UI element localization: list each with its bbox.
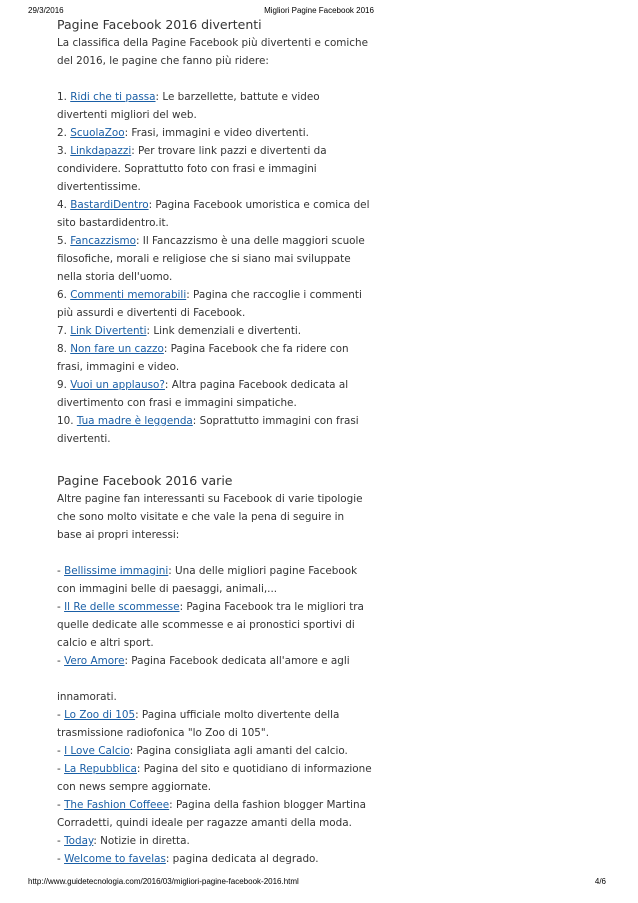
list-item-description: : Pagina Facebook tra le migliori tra quelle dedicate alle scommesse e ai pronostici sportivi di calcio e altri sport.	[57, 601, 364, 649]
list-item-description: : Link demenziali e divertenti.	[146, 325, 302, 337]
list-item-description: : Pagina che raccoglie i commenti più assurdi e divertenti di Facebook.	[57, 289, 362, 319]
facebook-page-link[interactable]: Today	[64, 835, 94, 847]
section-title-various: Pagine Facebook 2016 varie	[57, 473, 233, 488]
list-item-description: : Pagina della fashion blogger Martina Corradetti, quindi ideale per ragazze amanti della moda.	[57, 799, 366, 829]
list-item-prefix: 9.	[57, 379, 71, 391]
facebook-page-link[interactable]: Vuoi un applauso?	[70, 379, 165, 391]
list-item-prefix: -	[57, 835, 65, 847]
section-intro-funny: La classifica della Pagine Facebook più divertenti e comiche del 2016, le pagine che fanno più ridere:	[57, 37, 369, 67]
list-item	[57, 760, 372, 796]
facebook-page-link[interactable]: Commenti memorabili	[70, 289, 187, 301]
list-item	[57, 88, 372, 124]
list-item	[57, 124, 372, 142]
list-item-description: : Pagina ufficiale molto divertente della trasmissione radiofonica "lo Zoo di 105".	[57, 709, 340, 739]
section-title-funny: Pagine Facebook 2016 divertenti	[57, 17, 262, 32]
facebook-page-link[interactable]: Link Divertenti	[70, 325, 147, 337]
section-intro-various: Altre pagine fan interessanti su Facebook di varie tipologie che sono molto visitate e che vale la pena di seguire in base ai propri interessi:	[57, 493, 363, 541]
list-item-prefix: -	[57, 565, 65, 577]
list-item-prefix: -	[57, 763, 65, 775]
list-item-description: : Una delle migliori pagine Facebook con immagini belle di paesaggi, animali,...	[57, 565, 358, 595]
list-item	[57, 196, 372, 232]
list-item-description: : Pagina Facebook umoristica e comica del sito bastardidentro.it.	[57, 199, 370, 229]
spacer	[57, 448, 372, 472]
print-title: Migliori Pagine Facebook 2016	[264, 6, 374, 15]
facebook-page-link[interactable]: Il Re delle scommesse	[64, 601, 180, 613]
list-item-description: : Soprattutto immagini con frasi divertenti.	[57, 415, 359, 445]
list-item-prefix: -	[57, 853, 65, 865]
list-item-description: : Pagina del sito e quotidiano di informazione con news sempre aggiornate.	[57, 763, 372, 793]
list-item-description: : Pagina Facebook dedicata all'amore e agli	[124, 655, 350, 667]
various-pages-list-continued	[57, 706, 372, 870]
various-pages-list	[57, 562, 372, 670]
list-item-description: : Per trovare link pazzi e divertenti da condividere. Soprattutto foto con frasi e immagini divertentissime.	[57, 145, 327, 193]
list-item-prefix: 8.	[57, 343, 71, 355]
list-item-prefix: -	[57, 745, 65, 757]
spacer	[57, 670, 372, 688]
facebook-page-link[interactable]: Tua madre è leggenda	[76, 415, 193, 427]
list-item-prefix: 1.	[57, 91, 71, 103]
list-item-description: : Pagina consigliata agli amanti del calcio.	[129, 745, 348, 757]
print-page-number: 4/6	[594, 877, 606, 886]
list-item-prefix: 3.	[57, 145, 71, 157]
list-item-prefix: 10.	[57, 415, 77, 427]
list-item-prefix: 4.	[57, 199, 71, 211]
list-item-prefix: -	[57, 709, 65, 721]
facebook-page-link[interactable]: La Repubblica	[64, 763, 137, 775]
list-item	[57, 850, 372, 868]
facebook-page-link[interactable]: Vero Amore	[64, 655, 125, 667]
list-item-description: : Frasi, immagini e video divertenti.	[124, 127, 309, 139]
list-item	[57, 868, 372, 870]
list-item-description: : Notizie in diretta.	[93, 835, 190, 847]
facebook-page-link[interactable]: I Love Calcio	[64, 745, 130, 757]
facebook-page-link[interactable]: Lo Zoo di 105	[64, 709, 136, 721]
list-item-description: : Il Fancazzismo è una delle maggiori scuole filosofiche, morali e religiose che si siano mai sviluppate nella storia dell'uomo.	[57, 235, 365, 283]
funny-pages-list	[57, 88, 372, 448]
list-item-prefix: 2.	[57, 127, 71, 139]
list-item-description: : pagina dedicata al degrado.	[165, 853, 319, 865]
list-item-prefix: 6.	[57, 289, 71, 301]
facebook-page-link[interactable]: Bellissime immagini	[64, 565, 169, 577]
list-item-prefix: -	[57, 655, 65, 667]
spacer	[57, 544, 372, 562]
list-item-description: : Altra pagina Facebook dedicata al divertimento con frasi e immagini simpatiche.	[57, 379, 349, 409]
list-item-description: : Pagina Facebook che fa ridere con frasi, immagini e video.	[57, 343, 349, 373]
list-item	[57, 796, 372, 832]
facebook-page-link[interactable]: The Fashion Coffeee	[64, 799, 170, 811]
list-item	[57, 832, 372, 850]
spacer	[57, 70, 372, 88]
list-continuation: innamorati.	[57, 691, 117, 703]
facebook-page-link[interactable]: Welcome to favelas	[64, 853, 166, 865]
list-item-prefix: 5.	[57, 235, 71, 247]
list-item	[57, 742, 372, 760]
list-item	[57, 706, 372, 742]
facebook-page-link[interactable]: Non fare un cazzo	[70, 343, 164, 355]
list-item	[57, 322, 372, 340]
list-item	[57, 232, 372, 286]
list-item-prefix: -	[57, 601, 65, 613]
facebook-page-link[interactable]: BastardiDentro	[70, 199, 149, 211]
list-item	[57, 598, 372, 652]
facebook-page-link[interactable]: Fancazzismo	[70, 235, 136, 247]
article-content	[57, 10, 372, 870]
list-item-description: : Le barzellette, battute e video divertenti migliori del web.	[57, 91, 320, 121]
list-item	[57, 286, 372, 322]
facebook-page-link[interactable]: Linkdapazzi	[70, 145, 132, 157]
list-item-prefix: -	[57, 799, 65, 811]
facebook-page-link[interactable]: ScuolaZoo	[70, 127, 125, 139]
list-item	[57, 412, 372, 448]
list-item-prefix: 7.	[57, 325, 71, 337]
facebook-page-link[interactable]: Ridi che ti passa	[70, 91, 156, 103]
list-item	[57, 142, 372, 196]
list-item	[57, 562, 372, 598]
print-footer	[0, 877, 638, 889]
list-item	[57, 652, 372, 670]
print-url: http://www.guidetecnologia.com/2016/03/migliori-pagine-facebook-2016.html	[28, 877, 299, 886]
list-item	[57, 340, 372, 376]
print-date: 29/3/2016	[28, 6, 64, 15]
article-body	[57, 10, 372, 870]
list-item	[57, 376, 372, 412]
